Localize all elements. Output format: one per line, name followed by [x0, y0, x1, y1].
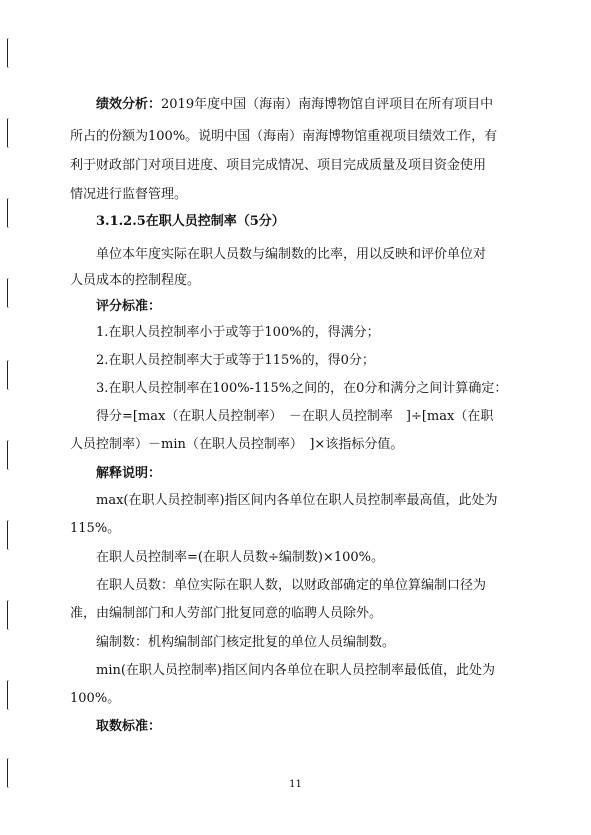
paragraph-line: 115%。: [70, 521, 121, 536]
paragraph-line: 3.在职人员控制率在100%-115%之间的，在0分和满分之间计算确定：: [96, 381, 508, 396]
binding-mark: [7, 118, 12, 148]
binding-mark: [7, 600, 12, 630]
paragraph-line: 1.在职人员控制率小于或等于100%的，得满分；: [96, 325, 380, 340]
paragraph-line: max(在职人员控制率)指区间内各单位在职人员控制率最高值，此处为: [96, 493, 498, 508]
binding-mark: [7, 360, 12, 390]
paragraph-line: 在职人员数：单位实际在职人数，以财政部确定的单位算编制口径为: [96, 578, 487, 593]
paragraph-line: 编制数：机构编制部门核定批复的单位人员编制数。: [96, 635, 396, 650]
body-text: 2019年度中国（海南）南海博物馆自评项目在所有项目中: [161, 97, 494, 112]
binding-mark: [7, 278, 12, 308]
section-heading: 取数标准：: [96, 719, 162, 734]
binding-mark: [7, 440, 12, 470]
section-label: 绩效分析：: [96, 97, 162, 112]
paragraph-line: 100%。: [70, 691, 121, 706]
paragraph-line: 在职人员控制率=(在职人员数÷编制数)×100%。: [96, 550, 384, 565]
section-heading: 3.1.2.5在职人员控制率（5分）: [96, 214, 285, 229]
paragraph-line: min(在职人员控制率)指区间内各单位在职人员控制率最低值，此处为: [96, 663, 496, 678]
paragraph-line: 单位本年度实际在职人员数与编制数的比率，用以反映和评价单位对: [96, 247, 487, 262]
section-heading: 评分标准：: [96, 299, 162, 314]
formula-line: 得分=[max（在职人员控制率） －在职人员控制率 ]÷[max（在职: [96, 409, 494, 424]
paragraph-line: 准，由编制部门和人劳部门批复同意的临聘人员除外。: [70, 606, 383, 621]
page-number: 11: [289, 779, 302, 790]
paragraph-line: 利于财政部门对项目进度、项目完成情况、项目完成质量及项目资金使用: [70, 158, 487, 173]
binding-mark: [7, 38, 12, 68]
paragraph-line: [96, 96, 566, 114]
paragraph-line: 2.在职人员控制率大于或等于115%的，得0分；: [96, 353, 375, 368]
section-heading: 解释说明：: [96, 466, 162, 481]
formula-line: 人员控制率）－min（在职人员控制率） ]×该指标分值。: [70, 437, 404, 452]
paragraph-line: 人员成本的控制程度。: [70, 273, 201, 288]
binding-mark: [7, 520, 12, 550]
binding-mark: [7, 198, 12, 228]
paragraph-line: 情况进行监督管理。: [70, 187, 188, 202]
binding-mark: [7, 680, 12, 710]
paragraph-line: 所占的份额为100%。说明中国（海南）南海博物馆重视项目绩效工作，有: [70, 129, 498, 144]
